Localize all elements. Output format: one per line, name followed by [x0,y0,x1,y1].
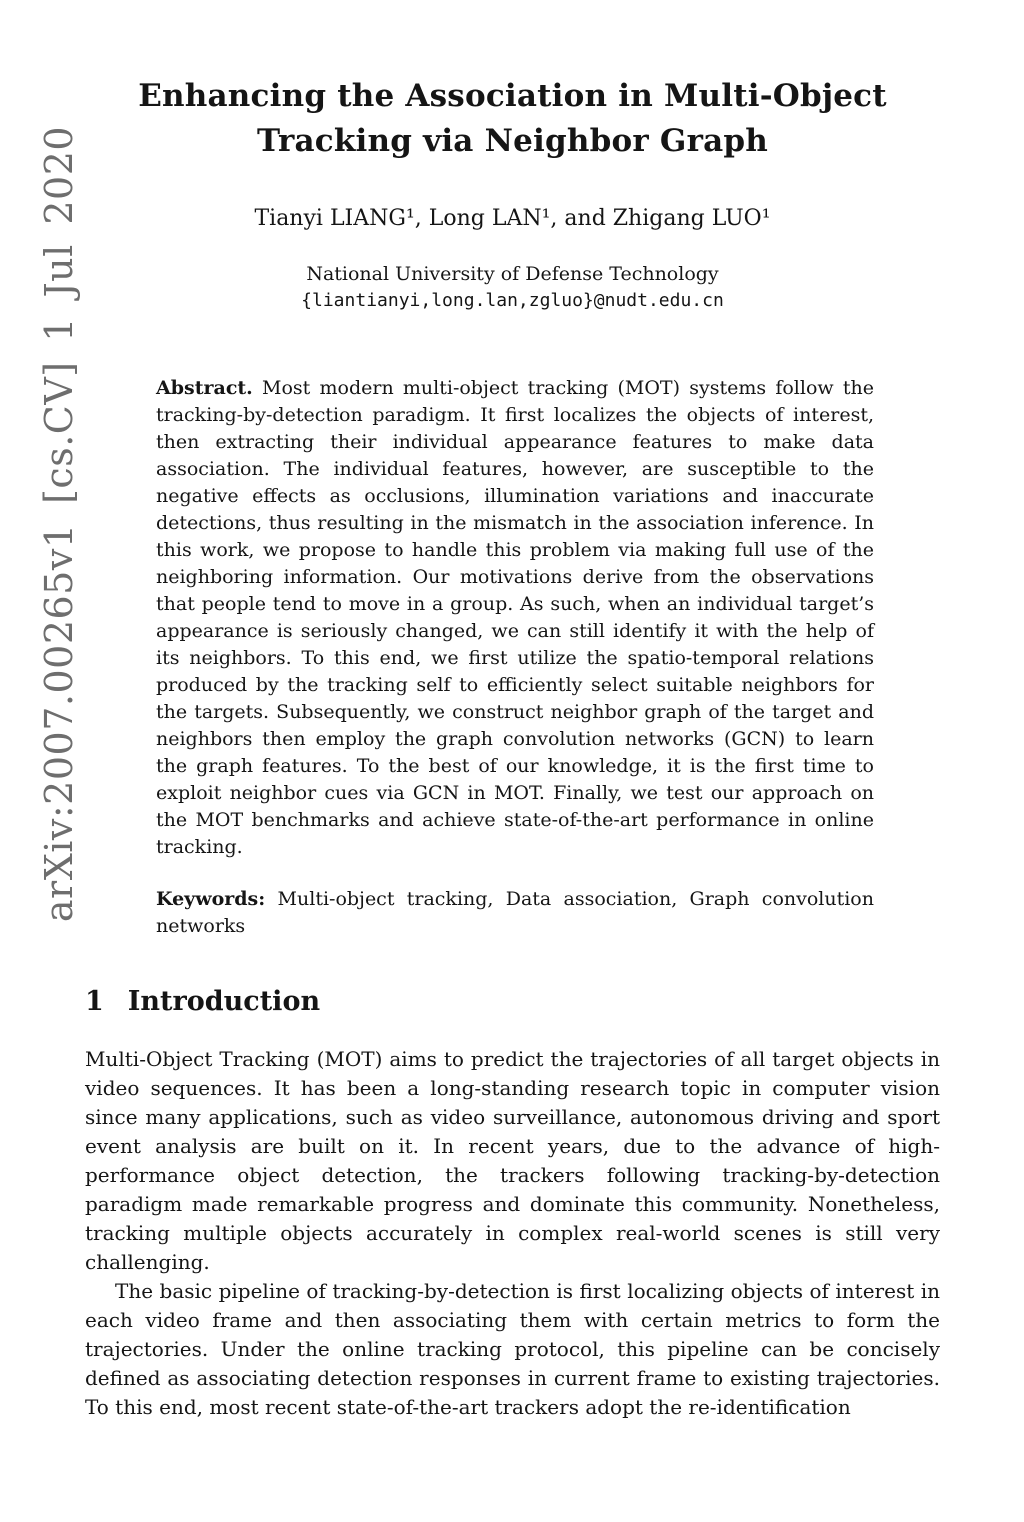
authors-line: Tianyi LIANG¹, Long LAN¹, and Zhigang LUO¹ [254,205,771,231]
paper-title-line2: Tracking via Neighbor Graph [256,122,769,159]
paper-title [85,74,940,164]
paper-title-line1: Enhancing the Association in Multi-Object [138,78,887,114]
intro-paragraph-1: Multi-Object Tracking (MOT) aims to predict the trajectories of all target objects in video sequences. It has been a long-standing research topic in computer vision since many applications, such as video surveillance, autonomous driving and sport event analysis are built on it. In recent years, due to the advance of high-performance object detection, the trackers following tracking-by-detection paradigm made remarkable progress and dominate this community. Nonetheless, tracking multiple objects accurately in complex real-world scenes is still very challenging. [85,1046,940,1274]
abstract-paragraph [156,375,874,861]
arxiv-watermark: arXiv:2007.00265v1 [cs.CV] 1 Jul 2020 [37,125,81,923]
section-title: Introduction [127,985,321,1017]
section-number: 1 [85,985,104,1017]
intro-paragraph-2: The basic pipeline of tracking-by-detection is first localizing objects of interest in each video frame and then associating them with certain metrics to form the trajectories. Under the online tracking protocol, this pipeline can be concisely defined as associating detection responses in current frame to existing trajectories. To this end, most recent state-of-the-art trackers adopt the re-identification [85,1278,940,1419]
affiliation-line: National University of Defense Technology [306,262,719,285]
abstract-label: Abstract. [156,376,253,399]
abstract-text: Most modern multi-object tracking (MOT) systems follow the tracking-by-detection paradigm. It first localizes the objects of interest, then extracting their individual appearance features to make data association. The individual features, however, are susceptible to the negative effects as occlusions, illumination variations and inaccurate detections, thus resulting in the mismatch in the association inference. In this work, we propose to handle this problem via making full use of the neighboring information. Our motivations derive from the observations that people tend to move in a group. As such, when an individual target’s appearance is seriously changed, we can still identify it with the help of its neighbors. To this end, we first utilize the spatio-temporal relations produced by the tracking self to efficiently select suitable neighbors for the targets. Subsequently, we construct neighbor graph of the target and neighbors then employ the graph convolution networks (GCN) to learn the graph features. To the best of our knowledge, it is the first time to exploit neighbor cues via GCN in MOT. Finally, we test our approach on the MOT benchmarks and achieve state-of-the-art performance in online tracking. [156,376,874,858]
keywords-label: Keywords: [156,887,266,910]
email-line: {liantianyi,long.lan,zgluo}@nudt.edu.cn [301,289,724,311]
introduction-body [85,1045,940,1422]
paper-page [85,0,940,1422]
section-heading-introduction [85,986,940,1017]
keywords-paragraph [156,886,874,940]
keywords-text: Multi-object tracking, Data association, Graph convolution networks [156,887,874,937]
